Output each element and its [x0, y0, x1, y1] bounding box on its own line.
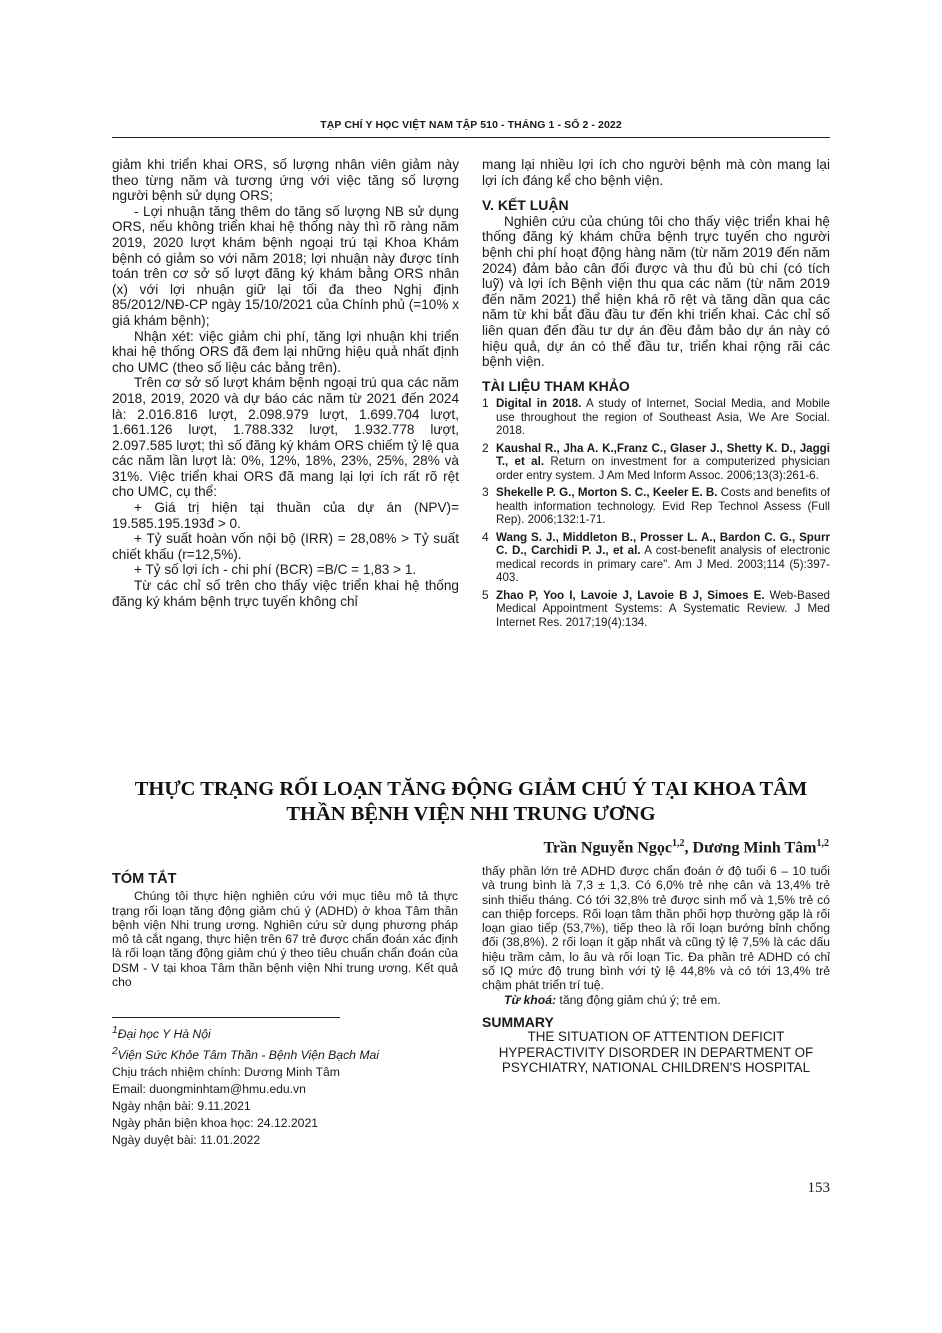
author-affiliation-mark: 1,2 — [816, 838, 829, 849]
abstract-text-left: Chúng tôi thực hiện nghiên cứu với mục tiêu mô tả thực trạng rối loạn tăng động giảm chú ý (ADHD) ở khoa Tâm thần bệnh viện Nhi trung ương. Nghiên cứu sử dụng phương pháp mô tả cắt ngang, thực hiện trên 67 trẻ được chẩn đoán xác định là rối loạn tăng động giảm chú ý theo tiêu chuẩn chẩn đoán của DSM - V tại khoa Tâm thần bệnh viện Nhi trung ương. Kết quả cho — [112, 889, 458, 990]
reference-authors: Kaushal R., Jha A. K.,Franz C., Glaser J., Shetty K. D., Jaggi T., et al. — [496, 441, 830, 469]
keywords-label: Từ khoá: — [504, 992, 557, 1007]
footnotes — [112, 1022, 458, 1149]
left-para-7: Từ các chỉ số trên cho thấy việc triển khai hệ thống đăng ký khám bệnh trực tuyến không chỉ — [112, 578, 459, 609]
reference-authors: Digital in 2018. — [496, 397, 582, 411]
author-affiliation-mark: 1,2 — [672, 838, 685, 849]
header-rule — [112, 137, 830, 138]
reference-number: 4 — [482, 529, 489, 544]
journal-header: TẠP CHÍ Y HỌC VIỆT NAM TẬP 510 - THÁNG 1 - SỐ 2 - 2022 — [320, 119, 622, 131]
left-para-3: Trên cơ sở số lượt khám bệnh ngoại trú qua các năm 2018, 2019, 2020 và dự báo các năm từ 2021 đến 2024 là: 2.016.816 lượt, 2.098.979 lượt, 1.699.704 lượt, 1.661.126 lượt, 1.788.332 lượt, 1.932.778 lượt, 2.097.585 lượt; thì số đăng ký khám ORS chiếm tỷ lệ qua các năm lần lượt là: 0%, 12%, 18%, 23%, 25%, 28% và 31%. Việc triển khai ORS đã mang lại lợi ích rất rõ rệt cho UMC, cụ thể: — [112, 375, 459, 500]
reference-item — [482, 442, 830, 483]
left-para-5: + Tỷ suất hoàn vốn nội bộ (IRR) = 28,08% > Tỷ suất chiết khấu (r=12,5%). — [112, 531, 459, 562]
reference-details: A study of Internet, Social Media, and Mobile use throughout the region of Southeast Asia, We Are Social. 2018. — [496, 397, 831, 438]
article-title — [112, 777, 830, 827]
affiliation-2 — [112, 1043, 458, 1064]
reference-number: 1 — [482, 396, 489, 411]
reference-number: 5 — [482, 587, 489, 602]
reference-details: Costs and benefits of health information technology. Evid Rep Technol Assess (Full Rep). 2006;132:1-71. — [496, 486, 830, 527]
author-name: , Dương Minh Tâm — [684, 839, 817, 857]
reference-item — [482, 531, 830, 585]
corresponding-author: Chịu trách nhiệm chính: Dương Minh Tâm — [112, 1065, 340, 1080]
reference-authors: Zhao P, Yoo I, Lavoie J, Lavoie B J, Simoes E. — [496, 588, 765, 602]
affiliation-mark: 1 — [112, 1025, 118, 1036]
review-date: Ngày phản biện khoa học: 24.12.2021 — [112, 1116, 318, 1131]
left-para-2: Nhận xét: việc giảm chi phí, tăng lợi nhuận khi triển khai hệ thống ORS đã đem lại những hiệu quả nhất định cho UMC (theo số liệu các bảng trên). — [112, 328, 459, 375]
contact-email: Email: duongminhtam@hmu.edu.vn — [112, 1082, 306, 1097]
reference-number: 3 — [482, 485, 489, 500]
affiliation-1 — [112, 1022, 458, 1043]
article-authors — [543, 838, 829, 857]
conclusion-heading: V. KẾT LUẬN — [482, 197, 569, 214]
right-column — [482, 157, 830, 633]
references-heading: TÀI LIỆU THAM KHẢO — [482, 377, 630, 394]
keywords-text: tăng động giảm chú ý; trẻ em. — [556, 992, 721, 1007]
left-para-0: giảm khi triển khai ORS, số lượng nhân viên giảm này theo từng năm và tương ứng với việc tăng số lượng người bệnh sử dụng ORS; — [112, 157, 459, 204]
article-title-line-1: THỰC TRẠNG RỐI LOẠN TĂNG ĐỘNG GIẢM CHÚ Ý TẠI KHOA TÂM — [134, 778, 808, 800]
keywords — [482, 993, 830, 1007]
reference-details: Return on investment for a computerized physician order entry system. J Am Med Inform Assoc. 2006;13(3):261-6. — [496, 455, 830, 482]
reference-number: 2 — [482, 440, 489, 455]
abstract-heading: TÓM TẮT — [112, 871, 177, 887]
page-number: 153 — [807, 1180, 830, 1196]
reference-item — [482, 486, 830, 527]
author-name: Trần Nguyễn Ngọc — [543, 839, 673, 857]
affiliation-text: Đại học Y Hà Nội — [117, 1027, 211, 1042]
left-para-6: + Tỷ số lợi ích - chi phí (BCR) =B/C = 1,83 > 1. — [134, 562, 417, 578]
reference-details: Web-Based Medical Appointment Systems: A Systematic Review. J Med Internet Res. 2017;19(4):134. — [496, 588, 830, 629]
received-date: Ngày nhận bài: 9.11.2021 — [112, 1099, 251, 1114]
affiliation-mark: 2 — [112, 1046, 118, 1058]
conclusion-text: Nghiên cứu của chúng tôi cho thấy việc triển khai hệ thống đăng ký khám chữa bệnh trực tuyến cho người bệnh chi phí hoạt động hàng năm (từ năm 2019 đến năm 2024) đảm bảo cân đối được và thu đủ bù chi (có tích luỹ) và lợi ích Bệnh viện thu qua các năm (từ năm 2019 đến năm 2021) thể hiện khá rõ rệt và tăng dần qua các năm từ khi bắt đầu đầu tư đến khi triển khai. Các chỉ số liên quan đến đầu tư dự án đều đảm bảo dự án này có hiệu quả, dự án có thể đầu tư, triển khai rộng rãi các bệnh viện. — [482, 213, 830, 370]
accepted-date: Ngày duyệt bài: 11.01.2022 — [112, 1133, 261, 1148]
reference-item — [482, 589, 830, 630]
article-title-line-2: THẦN BỆNH VIỆN NHI TRUNG ƯƠNG — [286, 803, 656, 825]
reference-details: A cost-benefit analysis of electronic medical records in primary care". Am J Med. 2003;114 (5):397-403. — [496, 544, 830, 585]
footnote-rule — [112, 1017, 340, 1018]
abstract-right — [482, 864, 830, 1076]
reference-authors: Wang S. J., Middleton B., Prosser L. A., Bardon C. G., Spurr C. D., Carchidi P. J., et al. — [496, 530, 830, 558]
summary-heading: SUMMARY — [482, 1013, 554, 1030]
left-para-4: + Giá trị hiện tại thuần của dự án (NPV)= 19.585.195.193đ > 0. — [112, 500, 459, 531]
affiliation-text: Viện Sức Khỏe Tâm Thần - Bệnh Viện Bạch Mai — [117, 1048, 379, 1063]
right-intro: mang lại nhiều lợi ích cho người bệnh mà còn mang lại lợi ích đáng kể cho bệnh viện. — [482, 157, 830, 188]
references-list — [482, 397, 830, 629]
reference-authors: Shekelle P. G., Morton S. C., Keeler E. B. — [496, 486, 718, 500]
abstract-text-right: thấy phần lớn trẻ ADHD được chẩn đoán ở độ tuổi 6 – 10 tuổi và trung bình là 7,3 ± 1,3. Có 6,0% trẻ nhẹ cân và 13,4% trẻ sinh thiếu tháng. Có tới 32,8% trẻ được sinh mổ và 1,5% trẻ có can thiệp forceps. Rối loạn tâm thần phối hợp thường gặp là rối loạn giao tiếp (53,7%), tiếp theo là rối loạn bướng bỉnh chống đối (38,8%). 2 rối loạn ít gặp nhất và cũng tỷ lệ 7,5% là các dấu hiệu trầm cảm, lo âu và rối loạn Tic. Đa phần trẻ ADHD có chỉ số IQ mức độ trung bình với tỷ lệ 44,8% và có tới 13,4% trẻ chậm phát triển trí tuệ. — [482, 864, 830, 993]
abstract-left — [112, 872, 458, 989]
summary-title: THE SITUATION OF ATTENTION DEFICIT HYPERACTIVITY DISORDER IN DEPARTMENT OF PSYCHIATRY, NATIONAL CHILDREN'S HOSPITAL — [498, 1029, 814, 1076]
left-para-1: - Lợi nhuận tăng thêm do tăng số lượng NB sử dụng ORS, nếu không triển khai hệ thống này thì rõ ràng năm 2019, 2020 lượt khám bệnh ngoại trú tại Khoa Khám bệnh có giảm so với năm 2018; lợi nhuận này được tính toán trên cơ sở số lượt đăng ký khám bằng ORS nhân (x) với lợi nhuận giữ lại tối đa theo Nghị định 85/2012/NĐ-CP ngày 15/10/2021 của Chính phủ (=10% x giá khám bệnh); — [112, 203, 460, 328]
reference-item — [482, 397, 830, 438]
left-column — [112, 157, 459, 609]
